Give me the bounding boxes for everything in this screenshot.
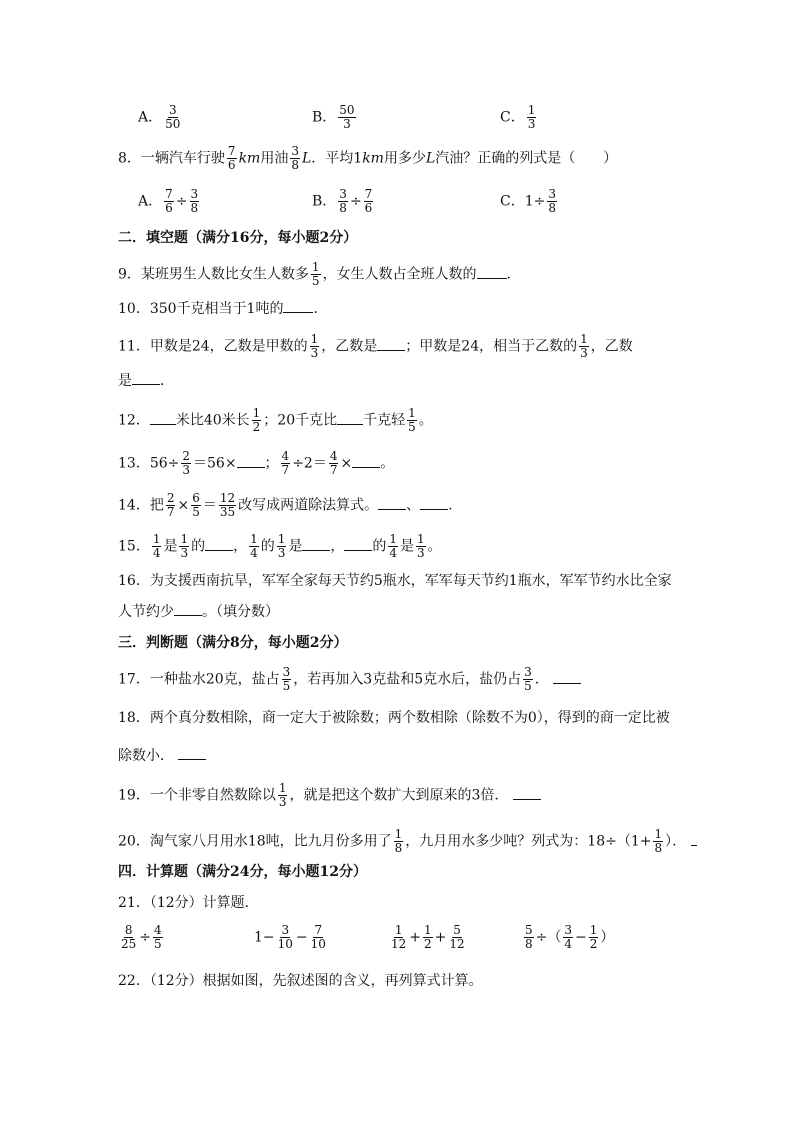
q14-text: ＝ [202, 497, 217, 514]
fraction: $\frac{1}{3}$ [310, 332, 319, 360]
answer-blank[interactable] [178, 747, 206, 760]
fraction: $\frac{3}{8}$ [291, 144, 299, 172]
q8-text: ．平均1 [311, 150, 363, 167]
answer-blank[interactable] [150, 412, 176, 425]
q15-text: 。 [427, 538, 442, 555]
option-label: C． [500, 109, 525, 126]
q8-text: 8．一辆汽车行驶 [118, 150, 225, 167]
option-label: C． [500, 193, 525, 210]
question-21-title: 21．（12分）计算题． [118, 895, 259, 911]
answer-blank[interactable] [174, 603, 202, 616]
answer-blank[interactable] [378, 497, 406, 510]
question-16: 16．为支援西南抗旱，军军全家每天节约5瓶水，军军每天节约1瓶水，军军节约水比全家 [118, 573, 672, 589]
q15-text: 是 [400, 538, 415, 555]
q8-option-b [312, 188, 375, 215]
fraction: $\frac{1}{3}$ [580, 332, 588, 360]
q7-option-c [500, 104, 538, 131]
q15-text: ， [330, 538, 345, 555]
q12-text: 米比40米长 [175, 412, 250, 429]
question-8 [118, 145, 617, 172]
fraction: $\frac{3}{4}$ [564, 923, 573, 951]
operator: + [409, 929, 422, 946]
answer-blank[interactable] [691, 833, 697, 846]
q21-expr-3 [388, 924, 468, 951]
operator: + [434, 929, 447, 946]
q21-expr-2 [254, 924, 329, 951]
question-17 [118, 666, 581, 693]
question-15 [118, 533, 442, 560]
q8-text: 用多少 [383, 150, 426, 167]
operator: ÷ [349, 193, 362, 210]
q20-text: ）． [665, 833, 687, 850]
fraction: $\frac{1}{3}$ [180, 532, 189, 560]
q12-text: 千克轻 [363, 412, 406, 429]
section-2-title: 二．填空题（满分16分，每小题2分） [118, 230, 358, 246]
fraction: $\frac{1}{8}$ [654, 827, 663, 855]
q16-text: 。（填分数） [202, 604, 279, 620]
question-19 [118, 782, 541, 809]
operator: ÷（ [535, 929, 562, 946]
q11-text: ． [160, 373, 174, 389]
option-label: B． [312, 193, 337, 210]
q15-text: 的 [191, 538, 206, 555]
fraction: $\frac{1}{12}$ [391, 923, 407, 951]
question-18: 18．两个真分数相除，商一定大于被除数；两个数相除（除数不为0），得到的商一定比被 [118, 710, 670, 726]
question-14 [118, 492, 453, 519]
unit: L [301, 150, 312, 167]
fraction: $\frac{1}{3}$ [278, 781, 287, 809]
fraction: $\frac{1}{5}$ [408, 406, 416, 434]
q18-text: 除数小． [118, 748, 174, 764]
answer-blank[interactable] [477, 266, 507, 279]
fraction: $\frac{3}{8}$ [339, 187, 347, 215]
q14-text: 14．把 [118, 497, 164, 514]
fraction: $\frac{4}{7}$ [329, 449, 338, 477]
q9-text: ，女生人数占全班人数的 [322, 266, 477, 283]
q13-text: ＝56× [193, 455, 237, 472]
q11-text: ，乙数是 [321, 338, 378, 355]
fraction: $\frac{6}{5}$ [192, 491, 200, 519]
q10-text: ． [313, 301, 328, 317]
fraction: $\frac{2}{7}$ [166, 491, 175, 519]
q11-text: ；甲数是24，相当于乙数的 [405, 338, 578, 355]
fraction: $\frac{4}{7}$ [281, 449, 290, 477]
fraction: $\frac{1}{3}$ [527, 103, 536, 131]
expression: 1÷ [524, 193, 546, 210]
fraction: $\frac{1}{2}$ [424, 923, 432, 951]
fraction: $\frac{7}{6}$ [227, 144, 236, 172]
question-12 [118, 407, 433, 434]
q14-text: × [177, 497, 190, 514]
operator: ） [600, 929, 615, 946]
q8-option-a [138, 188, 201, 215]
fraction: $\frac{2}{3}$ [182, 449, 190, 477]
fraction: $\frac{1}{4}$ [250, 532, 258, 560]
q13-text: 。 [380, 455, 395, 472]
q21-expr-1 [118, 924, 165, 951]
operator: − [295, 929, 308, 946]
answer-blank[interactable] [337, 412, 363, 425]
q12-text: 12． [118, 412, 150, 429]
answer-blank[interactable] [420, 497, 448, 510]
question-11 [118, 333, 633, 360]
question-18-cont [118, 745, 206, 767]
option-label: A． [138, 109, 163, 126]
fraction: $\frac{50}{3}$ [339, 103, 355, 131]
fraction: $\frac{1}{4}$ [152, 532, 161, 560]
q17-text: 17．一种盐水20克，盐占 [118, 671, 280, 688]
q16-text: 人节约少 [118, 604, 174, 620]
q15-text: 是 [288, 538, 303, 555]
answer-blank[interactable] [352, 455, 380, 468]
q13-text: 13．56÷ [118, 455, 180, 472]
fraction: $\frac{7}{6}$ [165, 187, 173, 215]
question-10 [118, 298, 327, 320]
answer-blank[interactable] [237, 455, 265, 468]
q7-option-a [138, 104, 183, 131]
q9-text: 9．某班男生人数比女生人数多 [118, 266, 309, 283]
q8-text: 汽油？正确的列式是（ ） [435, 150, 618, 167]
fraction: $\frac{3}{50}$ [165, 103, 181, 131]
q15-text: 的 [372, 538, 387, 555]
fraction: $\frac{4}{5}$ [154, 923, 162, 951]
answer-blank[interactable] [513, 787, 541, 800]
fraction: $\frac{3}{10}$ [277, 923, 293, 951]
question-16-cont [118, 601, 279, 623]
q13-text: ； [264, 455, 279, 472]
fraction: $\frac{1}{8}$ [394, 827, 403, 855]
unit: L [425, 150, 436, 167]
section-3-title: 三．判断题（满分8分，每小题2分） [118, 635, 348, 651]
q15-text: 的 [260, 538, 275, 555]
q15-text: 15． [118, 538, 150, 555]
q17-text: ，若再加入3克盐和5克水后，盐仍占 [293, 671, 522, 688]
question-22-title: 22．（12分）根据如图，先叙述图的含义，再列算式计算。 [118, 973, 483, 989]
answer-blank[interactable] [302, 538, 330, 551]
expression: 1− [254, 929, 275, 946]
unit: km [362, 150, 384, 167]
fraction: $\frac{1}{3}$ [277, 532, 286, 560]
question-11-cont [118, 370, 174, 392]
answer-blank[interactable] [344, 538, 372, 551]
fraction: $\frac{1}{2}$ [589, 923, 598, 951]
q9-text: ． [506, 266, 521, 283]
section-4-title: 四．计算题（满分24分，每小题12分） [118, 864, 367, 880]
q13-text: ÷2＝ [292, 455, 327, 472]
fraction: $\frac{1}{3}$ [417, 532, 425, 560]
q21-expr-4 [522, 924, 614, 951]
answer-blank[interactable] [283, 300, 313, 313]
fraction: $\frac{3}{8}$ [548, 187, 556, 215]
fraction: $\frac{1}{2}$ [252, 406, 261, 434]
operator: ÷ [139, 929, 152, 946]
answer-blank[interactable] [553, 671, 581, 684]
fraction: $\frac{7}{10}$ [310, 923, 326, 951]
q7-option-b [312, 104, 358, 131]
q20-text: 20．淘气家八月用水18吨，比九月份多用了 [118, 833, 392, 850]
q14-text: 改写成两道除法算式。 [238, 497, 379, 514]
option-label: B． [312, 109, 337, 126]
operator: ÷ [175, 193, 188, 210]
fraction: $\frac{12}{35}$ [219, 491, 236, 519]
q11-text: 11．甲数是24，乙数是甲数的 [118, 338, 308, 355]
operator: − [575, 929, 587, 946]
fraction: $\frac{3}{5}$ [282, 665, 291, 693]
answer-blank[interactable] [205, 538, 233, 551]
q19-text: ，就是把这个数扩大到原来的3倍． [289, 787, 509, 804]
fraction: $\frac{5}{12}$ [449, 923, 465, 951]
q13-text: × [340, 455, 353, 472]
q19-text: 19．一个非零自然数除以 [118, 787, 276, 804]
q14-text: 、 [406, 497, 421, 514]
fraction: $\frac{1}{5}$ [311, 260, 320, 288]
q12-text: ；20千克比 [263, 412, 338, 429]
q8-text: 用油 [260, 150, 289, 167]
unit: km [238, 150, 261, 167]
fraction: $\frac{3}{5}$ [524, 665, 532, 693]
q15-text: ， [233, 538, 248, 555]
fraction: $\frac{7}{6}$ [364, 187, 373, 215]
fraction: $\frac{1}{4}$ [389, 532, 398, 560]
answer-blank[interactable] [377, 338, 405, 351]
fraction: $\frac{8}{25}$ [121, 923, 137, 951]
option-label: A． [138, 193, 163, 210]
q8-option-c [500, 188, 559, 215]
question-9 [118, 261, 521, 288]
q11-text: 是 [118, 373, 132, 389]
answer-blank[interactable] [132, 372, 160, 385]
question-20 [118, 828, 697, 855]
fraction: $\frac{5}{8}$ [525, 923, 533, 951]
question-13 [118, 450, 394, 477]
q17-text: ． [534, 671, 549, 688]
q14-text: . [448, 497, 453, 514]
q15-text: 是 [163, 538, 178, 555]
q20-text: ，九月用水多少吨？列式为：18÷（1+ [405, 833, 652, 850]
q11-text: ，乙数 [590, 338, 633, 355]
q12-text: 。 [418, 412, 433, 429]
fraction: $\frac{3}{8}$ [190, 187, 199, 215]
q10-text: 10．350千克相当于1吨的 [118, 301, 284, 317]
